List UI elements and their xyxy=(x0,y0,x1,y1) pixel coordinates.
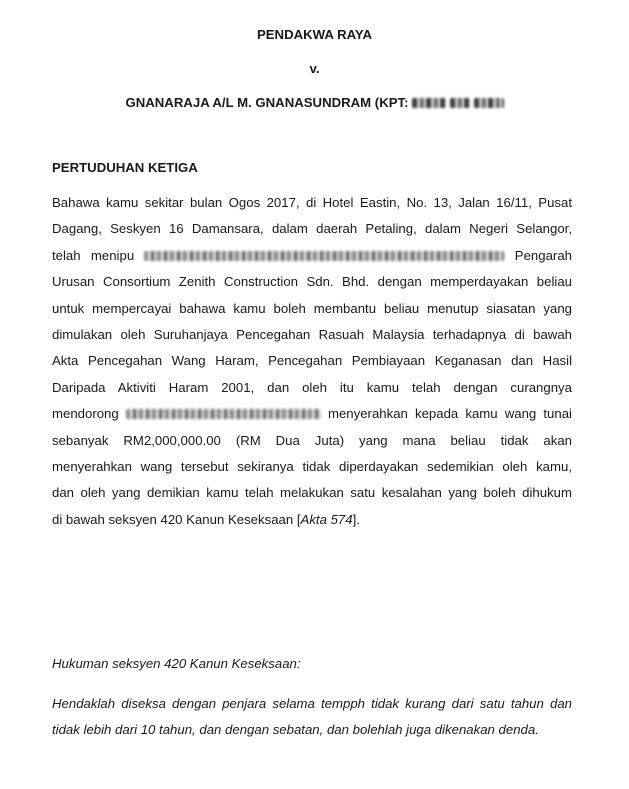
penalty-line: Hendaklah diseksa dengan penjara selama tempph tidak kurang dari satu tahun dan xyxy=(52,696,572,711)
charge-text: telah menipu xyxy=(52,247,135,263)
charge-line: dimulakan oleh Suruhanjaya Pencegahan Rasuah Malaysia terhadapnya di bawah xyxy=(52,327,572,343)
accused-name: GNANARAJA A/L M. GNANASUNDRAM (KPT: xyxy=(125,95,409,110)
charge-line: untuk mempercayai bahawa kamu boleh membantu beliau menutup siasatan yang xyxy=(52,300,572,316)
charge-line: sebanyak RM2,000,000.00 (RM Dua Juta) yang mana beliau tidak akan xyxy=(52,432,572,448)
act-reference: Akta 574 xyxy=(300,511,353,527)
redacted-victim-name xyxy=(144,251,504,261)
charge-line-victim xyxy=(52,243,572,269)
charge-line: Dagang, Seskyen 16 Damansara, dalam daerah Petaling, dalam Negeri Selangor, xyxy=(52,221,572,237)
redacted-victim-name xyxy=(126,409,321,419)
charge-text: ]. xyxy=(352,511,360,527)
penalty-line: tidak lebih dari 10 tahun, dan dengan sebatan, dan bolehlah juga dikenakan denda. xyxy=(52,722,539,738)
charge-title: PERTUDUHAN KETIGA xyxy=(52,160,198,175)
charge-line: menyerahkan wang tersebut sekiranya tidak diperdayakan sedemikian oleh kamu, xyxy=(52,459,572,475)
charge-line: Akta Pencegahan Wang Haram, Pencegahan Pembiayaan Keganasan dan Hasil xyxy=(52,353,572,369)
charge-text: menyerahkan kepada kamu wang tunai xyxy=(327,406,572,422)
prosecutor-heading: PENDAKWA RAYA xyxy=(256,27,373,42)
charge-paragraph xyxy=(52,190,572,533)
charge-line-final xyxy=(52,507,572,533)
charge-text: di bawah seksyen 420 Kanun Keseksaan [ xyxy=(52,511,301,527)
charge-text: Pengarah xyxy=(514,247,572,263)
charge-line: Bahawa kamu sekitar bulan Ogos 2017, di Hotel Eastin, No. 13, Jalan 16/11, Pusat xyxy=(52,195,572,210)
redacted-ic-part-1 xyxy=(412,98,446,108)
charge-line: dan oleh yang demikian kamu telah melakukan satu kesalahan yang boleh dihukum xyxy=(52,485,572,501)
penalty-paragraph xyxy=(52,691,572,744)
redacted-ic-part-2 xyxy=(450,98,470,108)
charge-line: Daripada Aktiviti Haram 2001, dan oleh itu kamu telah dengan curangnya xyxy=(52,379,572,395)
charge-text: mendorong xyxy=(52,406,119,422)
charge-line: Urusan Consortium Zenith Construction Sdn. Bhd. dengan memperdayakan beliau xyxy=(52,274,572,290)
charge-line-induced xyxy=(52,401,572,427)
versus-heading: v. xyxy=(309,61,320,76)
accused-heading xyxy=(0,95,629,110)
penalty-title: Hukuman seksyen 420 Kanun Keseksaan: xyxy=(52,656,301,671)
redacted-ic-part-3 xyxy=(474,98,504,108)
